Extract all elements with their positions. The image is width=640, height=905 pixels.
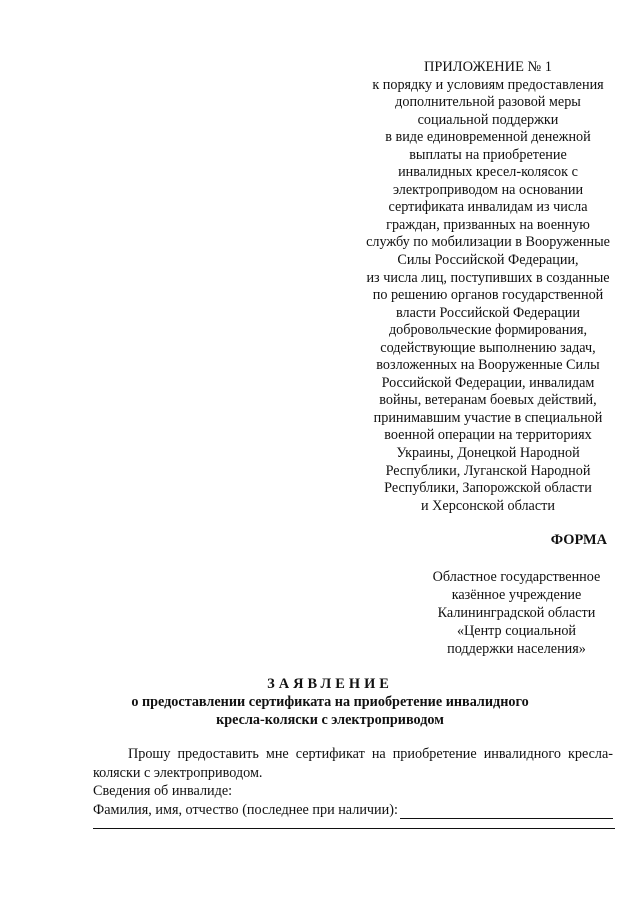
- addressee-line: Областное государственное: [432, 569, 601, 585]
- annex-line: службу по мобилизации в Вооруженные: [366, 234, 610, 251]
- annex-line: принимавшим участие в специальной: [373, 409, 603, 426]
- info-label: Сведения об инвалиде:: [93, 783, 233, 799]
- annex-line: в виде единовременной денежной: [385, 129, 591, 146]
- annex-line: социальной поддержки: [417, 111, 559, 128]
- addressee-line: казённое учреждение: [451, 587, 582, 603]
- fio-field-row: [93, 801, 613, 820]
- annex-line: добровольческие формирования,: [388, 322, 588, 339]
- addressee-line: Калининградской области: [437, 605, 596, 621]
- annex-line: военной операции на территориях: [384, 427, 592, 444]
- annex-line: Российской Федерации, инвалидам: [381, 374, 595, 391]
- annex-line: сертификата инвалидам из числа: [388, 199, 588, 216]
- annex-line: электроприводом на основании: [392, 181, 584, 198]
- annex-line: Силы Российской Федерации,: [397, 252, 579, 269]
- annex-block: [343, 59, 633, 515]
- addressee-block: [413, 568, 620, 658]
- fio-field[interactable]: [400, 804, 613, 819]
- annex-line: власти Российской Федерации: [396, 304, 580, 321]
- annex-title: ПРИЛОЖЕНИЕ № 1: [424, 59, 552, 75]
- annex-line: Республики, Луганской Народной: [385, 462, 591, 479]
- addressee-line: «Центр социальной: [456, 623, 577, 639]
- fio-continuation-line[interactable]: [93, 828, 615, 829]
- fio-label: Фамилия, имя, отчество (последнее при наличии):: [93, 801, 398, 818]
- annex-line: и Херсонской области: [421, 497, 555, 514]
- annex-line: инвалидных кресел-колясок с: [398, 164, 578, 181]
- request-paragraph: Прошу предоставить мне сертификат на приобретение инвалидного кресла-коляски с электроприводом.: [93, 746, 613, 781]
- document-title: ЗАЯВЛЕНИЕ: [267, 676, 393, 692]
- annex-line: содействующие выполнению задач,: [380, 339, 596, 356]
- addressee-line: поддержки населения»: [447, 641, 586, 657]
- annex-line: граждан, призванных на военную: [386, 216, 590, 233]
- annex-line: выплаты на приобретение: [409, 146, 567, 163]
- document-body: [93, 745, 613, 819]
- subtitle-line: кресла-коляски с электроприводом: [216, 712, 444, 728]
- annex-line: к порядку и условиям предоставления: [372, 76, 604, 93]
- annex-line: по решению органов государственной: [372, 287, 604, 304]
- annex-line: Республики, Запорожской области: [384, 480, 592, 497]
- subtitle-line: о предоставлении сертификата на приобретение инвалидного: [131, 694, 529, 710]
- document-subtitle: [100, 693, 560, 729]
- forma-label: ФОРМА: [550, 532, 607, 548]
- annex-line: Украины, Донецкой Народной: [396, 445, 580, 462]
- annex-line: возложенных на Вооруженные Силы: [376, 357, 600, 374]
- annex-line: войны, ветеранам боевых действий,: [379, 392, 597, 409]
- annex-line: из числа лиц, поступивших в созданные: [366, 269, 610, 286]
- annex-line: дополнительной разовой меры: [395, 94, 581, 111]
